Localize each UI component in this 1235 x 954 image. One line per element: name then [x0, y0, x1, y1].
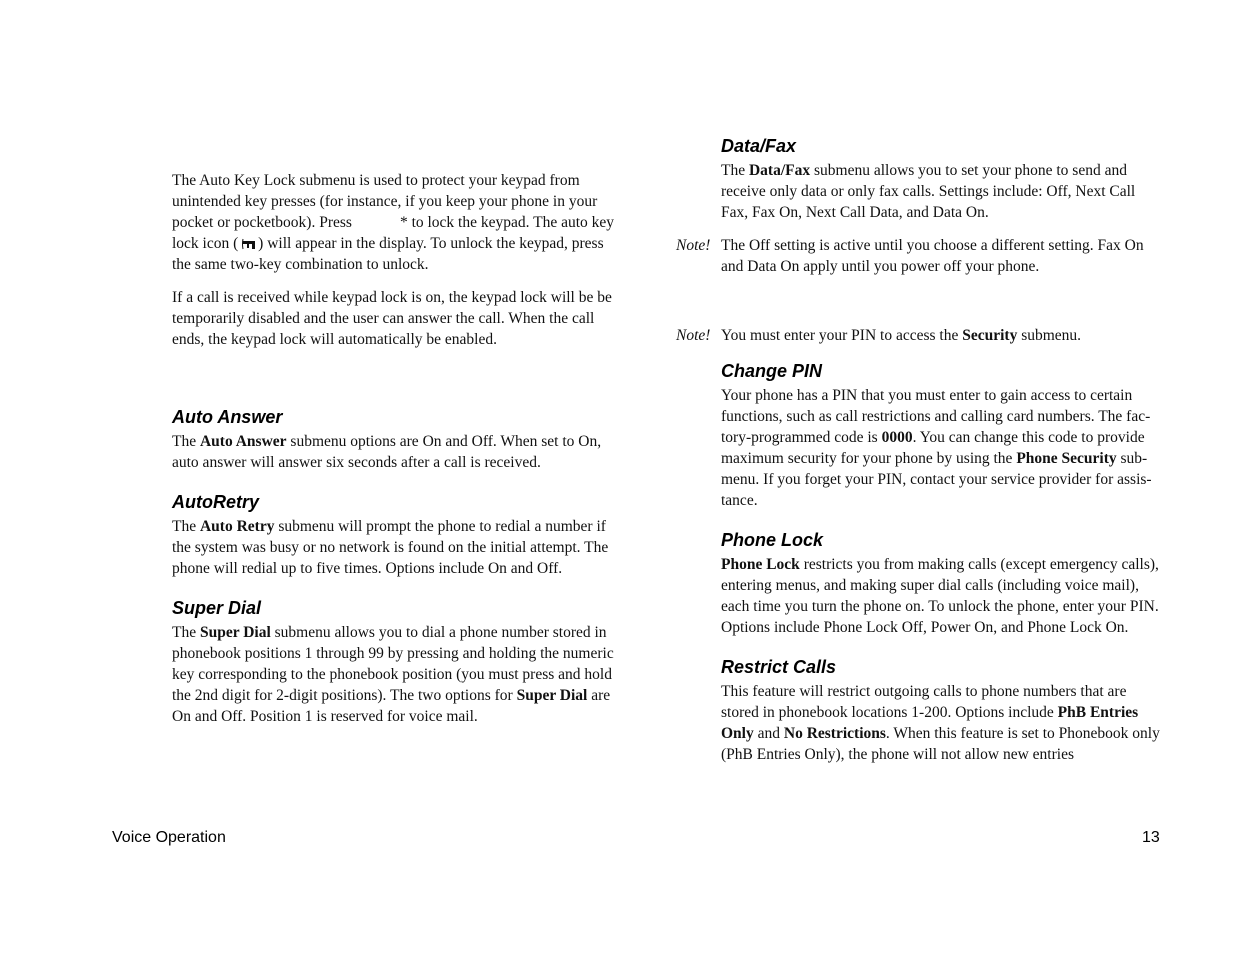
text-run: The [172, 518, 197, 535]
menu-term: Super Dial [199, 624, 271, 641]
text-run: sub-menu. If you forget your PIN, contact your service provider for assis-tance. [721, 450, 1152, 509]
menu-term: No Restrictions [783, 725, 886, 742]
text-run: submenu will prompt the phone to redial a number if the system was busy or no network is found on the initial attempt. The phone will redial up to five times. Options include On and Off. [172, 518, 609, 577]
note-text [721, 325, 1166, 346]
text-run: submenu. [1021, 327, 1082, 344]
note-label: Note! [676, 237, 711, 254]
text-run: The [172, 624, 197, 641]
text-run: and [757, 725, 780, 742]
menu-term: PhB Entries Only [721, 704, 1139, 742]
menu-term: Data/Fax [748, 162, 811, 179]
section-heading: Change PIN [721, 361, 823, 381]
autoretry-section [172, 491, 617, 579]
text-run: submenu options are On and Off. When set to On, auto answer will answer six seconds after a call is received. [172, 433, 602, 471]
page-number: 13 [1142, 829, 1160, 846]
text-run: . When this feature is set to Phonebook only (PhB Entries Only), the phone will not allow new entries [721, 725, 1160, 763]
menu-term: Auto Answer [199, 433, 287, 450]
section-paragraph [721, 554, 1166, 638]
note-label: Note! [676, 327, 711, 344]
text-run: submenu allows you to set your phone to send and receive only data or only fax calls. Settings include: Off, Next Call Fax, Fax On, Next Call Data, and Data On. [721, 162, 1136, 221]
text-run: The [721, 162, 746, 179]
menu-term: Super Dial [516, 687, 588, 704]
menu-term: Phone Security [1016, 450, 1117, 467]
text-run: submenu allows you to dial a phone number stored in phonebook positions 1 through 99 by pressing and holding the numeric key corresponding to the phonebook position (you must press and hold the 2nd digit for 2-digit positions). The two options for [172, 624, 614, 704]
menu-term: Security [962, 327, 1018, 344]
text-run: * to lock the keypad. The auto key lock icon ( [172, 214, 615, 252]
section-paragraph [172, 431, 617, 473]
change-pin-section [721, 360, 1166, 511]
menu-term: Phone Lock [721, 556, 800, 573]
menu-term: 0000 [881, 429, 913, 446]
phone-lock-section [721, 529, 1166, 638]
section-paragraph [721, 385, 1166, 511]
text-run: restricts you from making calls (except emergency calls), entering menus, and making super dial calls (including voice mail), each time you turn the phone on. To unlock the phone, enter your PIN. Options include Phone Lock Off, Power On, and Phone Lock On. [721, 556, 1159, 636]
text-run: The Auto Key Lock submenu is used to protect your keypad from unintended key presses (for instance, if you keep your phone in your pocket or pocketbook). Press [172, 172, 598, 231]
keypad-lock-call-paragraph: If a call is received while keypad lock is on, the keypad lock will be be temporarily disabled and the user can answer the call. When the call ends, the keypad lock will automatically be enabled. [172, 289, 612, 348]
left-column [172, 170, 617, 727]
section-paragraph [721, 681, 1166, 765]
text-run: . You can change this code to provide maximum security for your phone by using the [721, 429, 1145, 467]
note-security [676, 325, 1166, 346]
section-paragraph [172, 516, 617, 579]
text-run: are On and Off. Position 1 is reserved for voice mail. [172, 687, 611, 725]
section-heading: Super Dial [172, 598, 262, 618]
text-run: ) will appear in the display. To unlock the keypad, press the same two-key combination to unlock. [172, 235, 604, 273]
text-run: This feature will restrict outgoing calls to phone numbers that are stored in phonebook locations 1-200. Options include [721, 683, 1127, 721]
section-paragraph [172, 622, 617, 727]
note-data-fax [676, 235, 1166, 277]
super-dial-section [172, 597, 617, 727]
section-heading: Auto Answer [172, 407, 283, 427]
right-column [676, 135, 1166, 765]
text-run: The [172, 433, 197, 450]
menu-term: Auto Retry [199, 518, 275, 535]
key-lock-icon [242, 238, 258, 250]
section-heading: Data/Fax [721, 136, 797, 156]
text-run: Your phone has a PIN that you must enter to gain access to certain functions, such as call restrictions and calling card numbers. The fac-tory-programmed code is [721, 387, 1151, 446]
footer-section-title: Voice Operation [112, 829, 226, 846]
auto-key-lock-paragraph [172, 170, 617, 275]
section-paragraph [721, 160, 1166, 223]
note-text: The Off setting is active until you choose a different setting. Fax On and Data On apply until you power off your phone. [721, 237, 1144, 275]
auto-answer-section [172, 406, 617, 473]
section-heading: Restrict Calls [721, 657, 837, 677]
text-run: You must enter your PIN to access the [721, 327, 959, 344]
restrict-calls-section [721, 656, 1166, 765]
data-fax-section [721, 135, 1166, 223]
section-heading: Phone Lock [721, 530, 824, 550]
section-heading: AutoRetry [172, 492, 260, 512]
